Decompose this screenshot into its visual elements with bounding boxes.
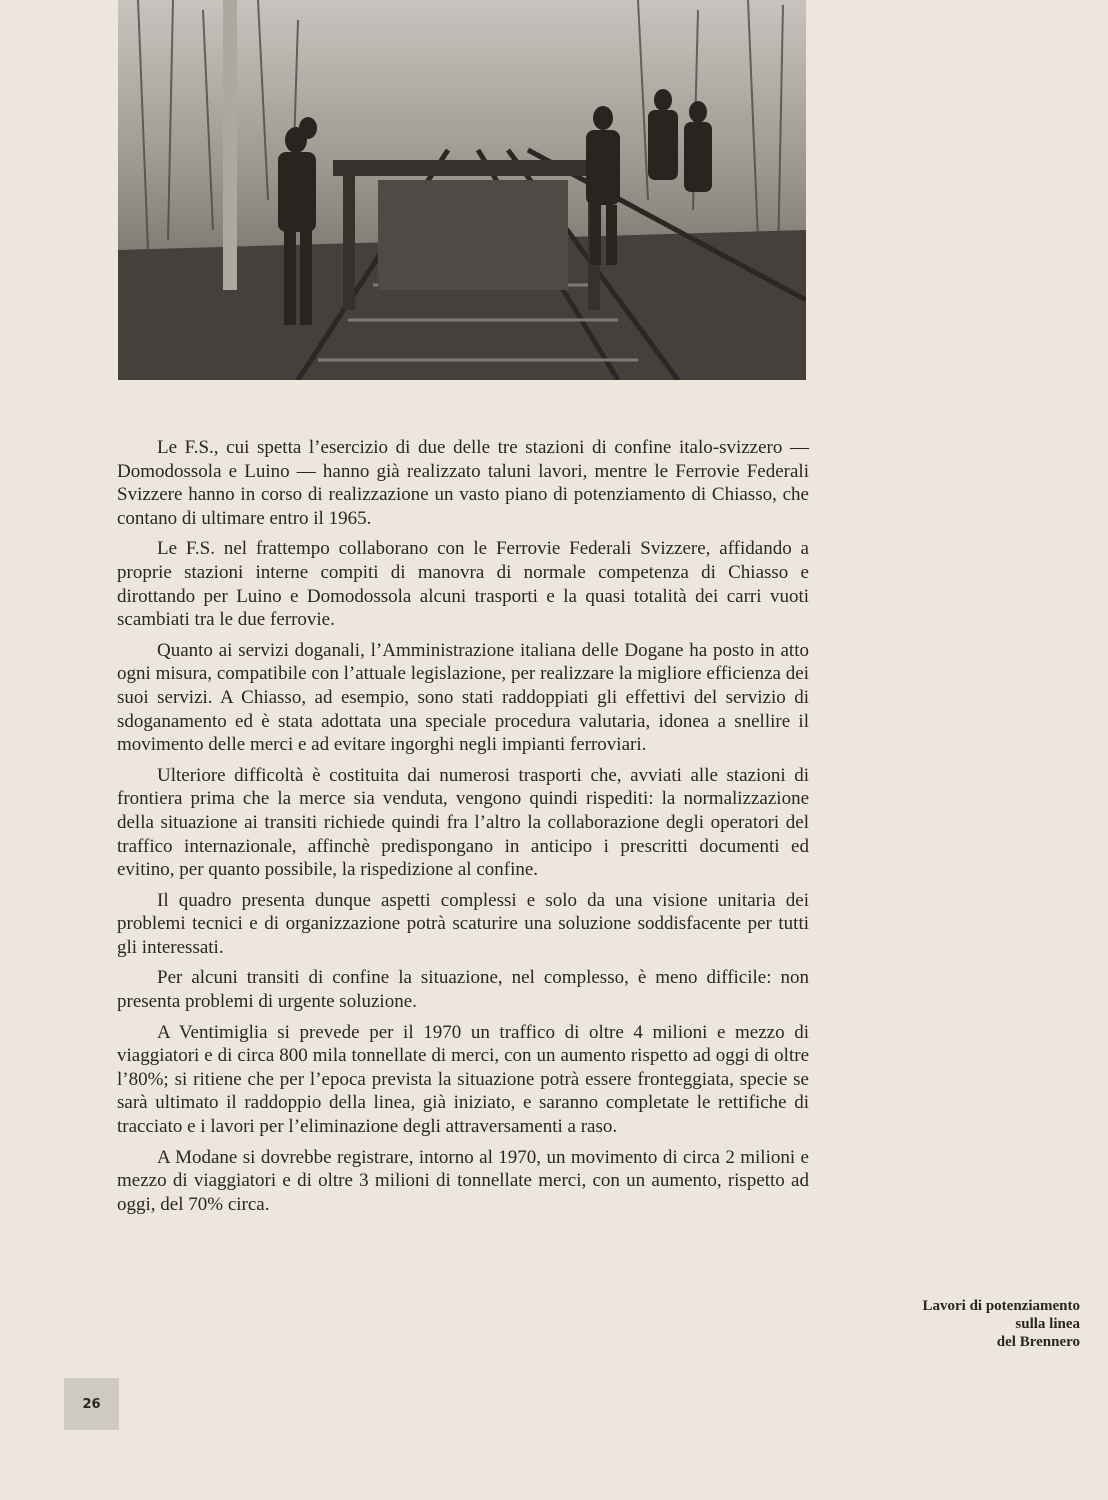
paragraph: A Modane si dovrebbe registrare, intorno al 1970, un movimento di circa 2 milioni e mezzo di viaggiatori e di oltre 3 milioni di tonnellate merci, con un aumento, rispetto ad oggi, del 70% circa. [117,1146,809,1215]
paragraph: Il quadro presenta dunque aspetti complessi e solo da una visione unitaria dei problemi tecnici e di organizzazione potrà scaturire una soluzione soddisfacente per tutti gli interessati. [117,889,809,958]
paragraph: A Ventimiglia si prevede per il 1970 un traffico di oltre 4 milioni e mezzo di viaggiatori e di circa 800 mila tonnellate di merci, con un aumento rispetto ad oggi di oltre l’80%; si ritiene che per l’epoca prevista la situazione potrà essere fronteggiata, specie se sarà ultimato il raddoppio della linea, già iniziato, e saranno completate le rettifiche di tracciato e i lavori per l’eliminazione degli attraversamenti a raso. [117,1021,809,1138]
railway-workers-illustration [118,0,806,380]
paragraph: Ulteriore difficoltà è costituita dai numerosi trasporti che, avviati alle stazioni di frontiera prima che la merce sia venduta, vengono quindi rispediti: la normalizzazione della situazione ai transiti richiede quindi fra l’altro la collaborazione degli operatori del traffico internazionale, affinchè predispongano in anticipo i prescritti documenti ed evitino, per quanto possibile, la rispedizione al confine. [117,764,809,881]
caption-line: del Brennero [996,1334,1080,1350]
track-works-photo [118,0,806,380]
article-body [117,436,809,1223]
paragraph: Le F.S. nel frattempo collaborano con le Ferrovie Federali Svizzere, affidando a proprie stazioni interne compiti di manovra di normale competenza di Chiasso e dirottando per Luino e Domodossola alcuni trasporti e la quasi totalità dei carri vuoti scambiati tra le due ferrovie. [117,538,809,631]
photo-caption [860,1297,1080,1351]
caption-line: Lavori di potenziamento [922,1298,1080,1314]
page-number: 26 [64,1378,119,1430]
paragraph: Quanto ai servizi doganali, l’Amministrazione italiana delle Dogane ha posto in atto ogni misura, compatibile con l’attuale legislazione, per realizzare la migliore efficienza dei suoi servizi. A Chiasso, ad esempio, sono stati raddoppiati gli effettivi del servizio di sdoganamento ed è stata adottata una speciale procedura valutaria, idonea a snellire il movimento delle merci e ad evitare ingorghi negli impianti ferroviari. [117,639,809,756]
paragraph: Le F.S., cui spetta l’esercizio di due delle tre stazioni di confine italo-svizzero — Domodossola e Luino — hanno già realizzato taluni lavori, mentre le Ferrovie Federali Svizzere hanno in corso di realizzazione un vasto piano di potenziamento di Chiasso, che contano di ultimare entro il 1965. [117,437,809,529]
caption-line: sulla linea [1015,1316,1080,1332]
paragraph: Per alcuni transiti di confine la situazione, nel complesso, è meno difficile: non presenta problemi di urgente soluzione. [117,967,809,1013]
